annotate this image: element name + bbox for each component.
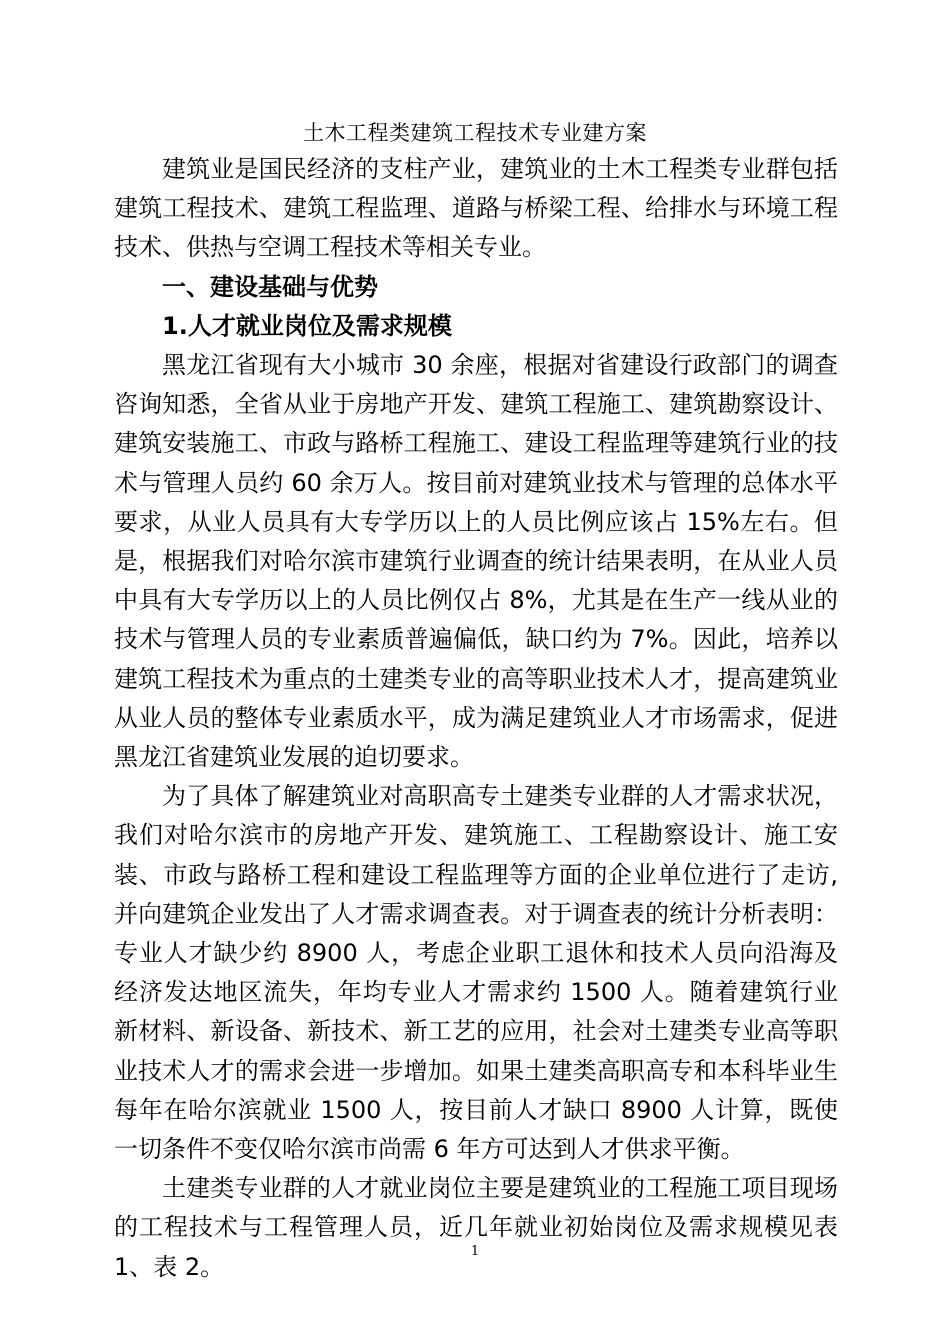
page-number: 1 <box>470 1244 480 1259</box>
body-paragraph: 为了具体了解建筑业对高职高专土建类专业群的人才需求状况，我们对哈尔滨市的房地产开发、建筑施工、工程勘察设计、施工安装、市政与路桥工程和建设工程监理等方面的企业单位进行了走访,并向建筑企业发出了人才需求调查表。对于调查表的统计分析表明：专业人才缺少约 8900 人，考虑企业职工退休和技术人员向沿海及经济发达地区流失，年均专业人才需求约 1500 人。随着建筑行业新材料、新设备、新技术、新工艺的应用，社会对土建类专业高等职业技术人才的需求会进一步增加。如果土建类高职高专和本科毕业生每年在哈尔滨就业 1500 人，按目前人才缺口 8900 人计算，既使一切条件不变仅哈尔滨市尚需 6 年方可达到人才供求平衡。 <box>114 782 838 1164</box>
body-paragraph: 黑龙江省现有大小城市 30 余座，根据对省建设行政部门的调查咨询知悉，全省从业于房地产开发、建筑工程施工、建筑勘察设计、建筑安装施工、市政与路桥工程施工、建设工程监理等建筑行业的技术与管理人员约 60 余万人。按目前对建筑业技术与管理的总体水平要求，从业人员具有大专学历以上的人员比例应该占 15%左右。但是，根据我们对哈尔滨市建筑行业调查的统计结果表明，在从业人员中具有大专学历以上的人员比例仅占 8%，尤其是在生产一线从业的技术与管理人员的专业素质普遍偏低，缺口约为 7%。因此，培养以建筑工程技术为重点的土建类专业的高等职业技术人才，提高建筑业从业人员的整体专业素质水平，成为满足建筑业人才市场需求，促进黑龙江省建筑业发展的迫切要求。 <box>114 351 838 772</box>
body-paragraph: 土建类专业群的人才就业岗位主要是建筑业的工程施工项目现场的工程技术与工程管理人员，近几年就业初始岗位及需求规模见表 1、表 2。 <box>114 1174 838 1281</box>
subsection-heading: 1.人才就业岗位及需求规模 <box>162 311 452 340</box>
document-title: 土木工程类建筑工程技术专业建方案 <box>303 121 647 145</box>
document-body <box>114 150 838 1287</box>
section-heading: 一、建设基础与优势 <box>162 272 378 301</box>
intro-paragraph: 建筑业是国民经济的支柱产业，建筑业的土木工程类专业群包括建筑工程技术、建筑工程监理、道路与桥梁工程、给排水与环境工程技术、供热与空调工程技术等相关专业。 <box>114 155 838 262</box>
